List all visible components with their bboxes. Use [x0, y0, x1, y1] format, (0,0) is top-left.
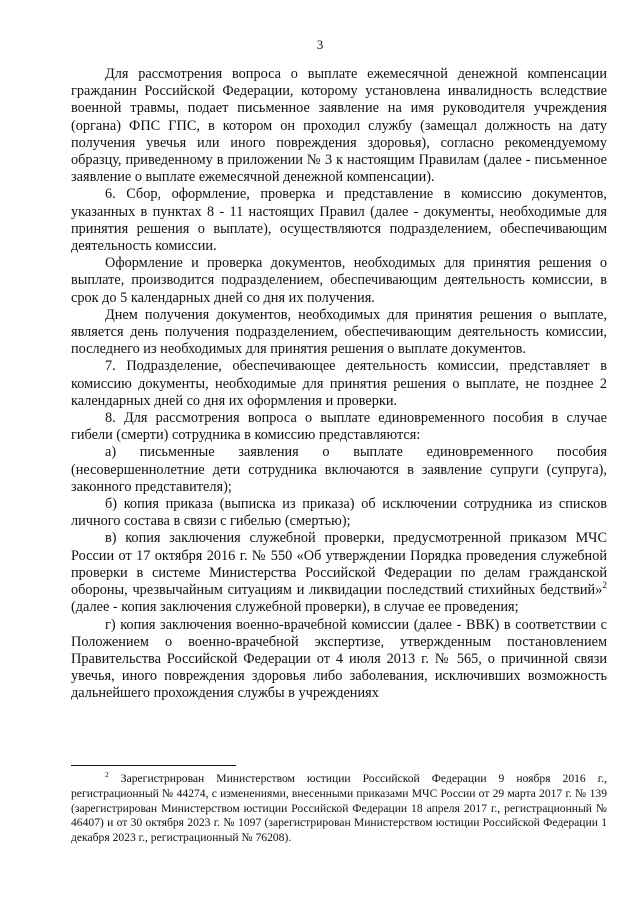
paragraph-monthly-compensation-application: Для рассмотрения вопроса о выплате ежемесячной денежной компенсации гражданин Российской Федерации, которому установлена инвалидность вследствие военной травмы, подает письменное заявление на имя руководителя учреждения (органа) ФПС ГПС, в котором он проходил службу (замещал должность на дату получения увечья или иного повреждения здоровья), согласно рекомендуемому образцу, приведенному в приложении № 3 к настоящим Правилам (далее - письменное заявление о выплате ежемесячной денежной компенсации).: [71, 66, 607, 186]
paragraph-item-g: г) копия заключения военно-врачебной комиссии (далее - ВВК) в соответствии с Положением о военно-врачебной экспертизе, утвержденным постановлением Правительства Российской Федерации от 4 июля 2013 г. № 565, о причинной связи увечья, иного повреждения здоровья либо заболевания, исключивших возможность дальнейшего прохождения службы в учреждениях: [71, 616, 607, 702]
paragraph-document-processing-term: Оформление и проверка документов, необходимых для принятия решения о выплате, производится подразделением, обеспечивающим деятельность комиссии, в срок до 5 календарных дней со дня их получения.: [71, 255, 607, 306]
paragraph-receipt-date: Днем получения документов, необходимых для принятия решения о выплате, является день получения подразделением, обеспечивающим деятельность комиссии, последнего из необходимых для принятия решения о выплате документов.: [71, 306, 607, 358]
paragraph-clause-7: 7. Подразделение, обеспечивающее деятельность комиссии, представляет в комиссию документы, необходимые для принятия решения о выплате, не позднее 2 календарных дней со дня их оформления и проверки.: [71, 358, 607, 409]
page-number: 3: [316, 37, 324, 52]
item-v-text-continued: (далее - копия заключения служебной проверки), в случае ее проведения;: [71, 599, 519, 616]
footnote-marker: 2: [105, 770, 109, 780]
item-v-text: в) копия заключения служебной проверки, предусмотренной приказом МЧС России от 17 октября 2016 г. № 550 «Об утверждении Порядка проведения служебной проверки в системе Министерства Российской Федерации по делам гражданской обороны, чрезвычайным ситуациям и ликвидации последствий стихийных бедствий»: [71, 530, 607, 599]
paragraph-clause-8: 8. Для рассмотрения вопроса о выплате единовременного пособия в случае гибели (смерти) сотрудника в комиссию представляются:: [71, 410, 607, 444]
paragraph-clause-6: 6. Сбор, оформление, проверка и представление в комиссию документов, указанных в пунктах 8 - 11 настоящих Правил (далее - документы, необходимые для принятия решения о выплате), осуществляются подразделением, обеспечивающим деятельность комиссии.: [71, 186, 607, 255]
footnote: [71, 772, 607, 846]
footnote-text: Зарегистрирован Министерством юстиции Российской Федерации 9 ноября 2016 г., регистрационный № 44274, с изменениями, внесенными приказами МЧС России от 29 марта 2017 г. № 139 (зарегистрирован Министерством юстиции Российской Федерации 18 апреля 2017 г., регистрационный № 46407) и от 30 октября 2023 г. № 1097 (зарегистрирован Министерством юстиции Российской Федерации 1 декабря 2023 г., регистрационный № 76208).: [71, 772, 607, 845]
footnote-separator: [71, 765, 236, 766]
paragraph-item-a: а) письменные заявления о выплате единовременного пособия (несовершеннолетние дети сотрудника включаются в заявление супруги (супруга), законного представителя);: [71, 444, 607, 495]
paragraph-item-b: б) копия приказа (выписка из приказа) об исключении сотрудника из списков личного состава в связи с гибелью (смертью);: [71, 496, 607, 530]
footnote-reference: 2: [602, 581, 607, 592]
body-text: [71, 66, 607, 703]
paragraph-item-v: [71, 530, 607, 616]
